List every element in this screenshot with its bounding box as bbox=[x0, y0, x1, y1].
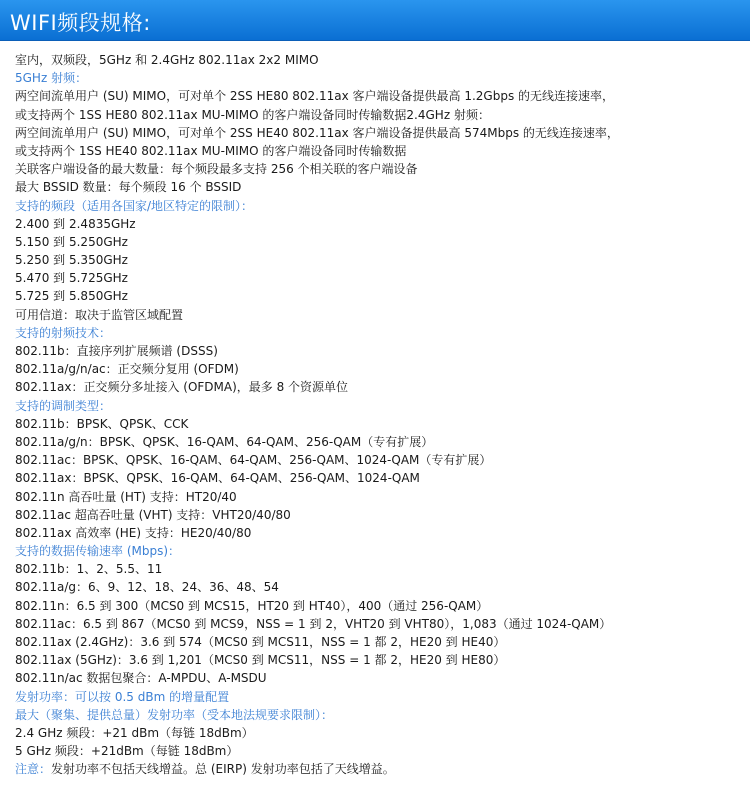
spec-line: 2.4 GHz 频段：+21 dBm（每链 18dBm） bbox=[15, 725, 254, 740]
spec-line: 802.11n/ac 数据包聚合：A-MPDU、A-MSDU bbox=[15, 671, 267, 686]
spec-line: 最大 BSSID 数量：每个频段 16 个 BSSID bbox=[15, 180, 242, 195]
spec-line: 可用信道：取决于监管区域配置 bbox=[15, 307, 184, 322]
spec-line: 802.11a/g/n：BPSK、QPSK、16-QAM、64-QAM、256-QAM（专有扩展） bbox=[15, 434, 434, 449]
spec-line: 802.11ax (2.4GHz)：3.6 到 574（MCS0 到 MCS11，NSS = 1 都 2，HE20 到 HE40） bbox=[15, 635, 506, 649]
spec-section-heading: 5GHz 射频： bbox=[15, 71, 88, 86]
spec-line: 802.11ax：BPSK、QPSK、16-QAM、64-QAM、256-QAM、1024-QAM bbox=[15, 471, 420, 486]
spec-line: 室内，双频段，5GHz 和 2.4GHz 802.11ax 2x2 MIMO bbox=[15, 53, 319, 67]
spec-line: 802.11ax (5GHz)：3.6 到 1,201（MCS0 到 MCS11，NSS = 1 都 2，HE20 到 HE80） bbox=[15, 653, 506, 668]
spec-line: 5.470 到 5.725GHz bbox=[15, 271, 128, 286]
spec-line: 802.11a/g：6、9、12、18、24、36、48、54 bbox=[15, 580, 279, 595]
spec-line: 802.11ac：BPSK、QPSK、16-QAM、64-QAM、256-QAM、1024-QAM（专有扩展） bbox=[15, 453, 492, 468]
spec-line: 802.11n：6.5 到 300（MCS0 到 MCS15，HT20 到 HT40），400（通过 256-QAM） bbox=[15, 598, 489, 613]
spec-line: 802.11ax：正交频分多址接入 (OFDMA)，最多 8 个资源单位 bbox=[15, 380, 349, 395]
spec-line: 关联客户端设备的最大数量：每个频段最多支持 256 个相关联的客户端设备 bbox=[15, 162, 418, 177]
note-text: 发射功率不包括天线增益。总 (EIRP) 发射功率包括了天线增益。 bbox=[51, 762, 395, 777]
spec-line: 两空间流单用户 (SU) MIMO，可对单个 2SS HE80 802.11ax 客户端设备提供最高 1.2Gbps 的无线连接速率， bbox=[15, 89, 615, 104]
spec-line: 两空间流单用户 (SU) MIMO，可对单个 2SS HE40 802.11ax 客户端设备提供最高 574Mbps 的无线连接速率， bbox=[15, 125, 619, 140]
spec-line: 2.400 到 2.4835GHz bbox=[15, 216, 136, 231]
spec-line: 802.11b：直接序列扩展频谱 (DSSS) bbox=[15, 344, 218, 358]
spec-section-heading: 发射功率：可以按 0.5 dBm 的增量配置 bbox=[15, 689, 230, 704]
spec-line: 5.250 到 5.350GHz bbox=[15, 253, 128, 268]
spec-line: 802.11ac 超高吞吐量 (VHT) 支持：VHT20/40/80 bbox=[15, 507, 291, 522]
spec-line: 802.11n 高吞吐量 (HT) 支持：HT20/40 bbox=[15, 489, 237, 504]
spec-section-heading: 支持的射频技术： bbox=[15, 325, 112, 340]
spec-line: 或支持两个 1SS HE40 802.11ax MU-MIMO 的客户端设备同时传输数据 bbox=[15, 143, 407, 158]
spec-line: 5.150 到 5.250GHz bbox=[15, 234, 128, 249]
section-header bbox=[0, 0, 750, 41]
spec-line: 802.11ax 高效率 (HE) 支持：HE20/40/80 bbox=[15, 525, 252, 540]
spec-line: 5.725 到 5.850GHz bbox=[15, 289, 128, 304]
note-line bbox=[15, 760, 750, 778]
spec-line: 802.11ac：6.5 到 867（MCS0 到 MCS9，NSS = 1 到 2，VHT20 到 VHT80），1,083（通过 1024-QAM） bbox=[15, 616, 612, 631]
note-label: 注意： bbox=[15, 762, 52, 777]
spec-line: 802.11b：BPSK、QPSK、CCK bbox=[15, 416, 189, 431]
spec-line: 802.11a/g/n/ac：正交频分复用 (OFDM) bbox=[15, 362, 239, 377]
spec-section-heading: 支持的调制类型： bbox=[15, 398, 112, 413]
spec-section-heading: 支持的频段（适用各国家/地区特定的限制）： bbox=[15, 198, 254, 213]
spec-content bbox=[0, 41, 750, 779]
spec-line: 802.11b：1、2、5.5、11 bbox=[15, 562, 163, 577]
spec-section-heading: 支持的数据传输速率 (Mbps)： bbox=[15, 544, 181, 559]
spec-line: 5 GHz 频段：+21dBm（每链 18dBm） bbox=[15, 744, 239, 759]
spec-line: 或支持两个 1SS HE80 802.11ax MU-MIMO 的客户端设备同时传输数据2.4GHz 射频： bbox=[15, 107, 490, 122]
section-title: WIFI频段规格: bbox=[10, 11, 151, 35]
spec-section-heading: 最大（聚集、提供总量）发射功率（受本地法规要求限制）： bbox=[15, 707, 334, 722]
